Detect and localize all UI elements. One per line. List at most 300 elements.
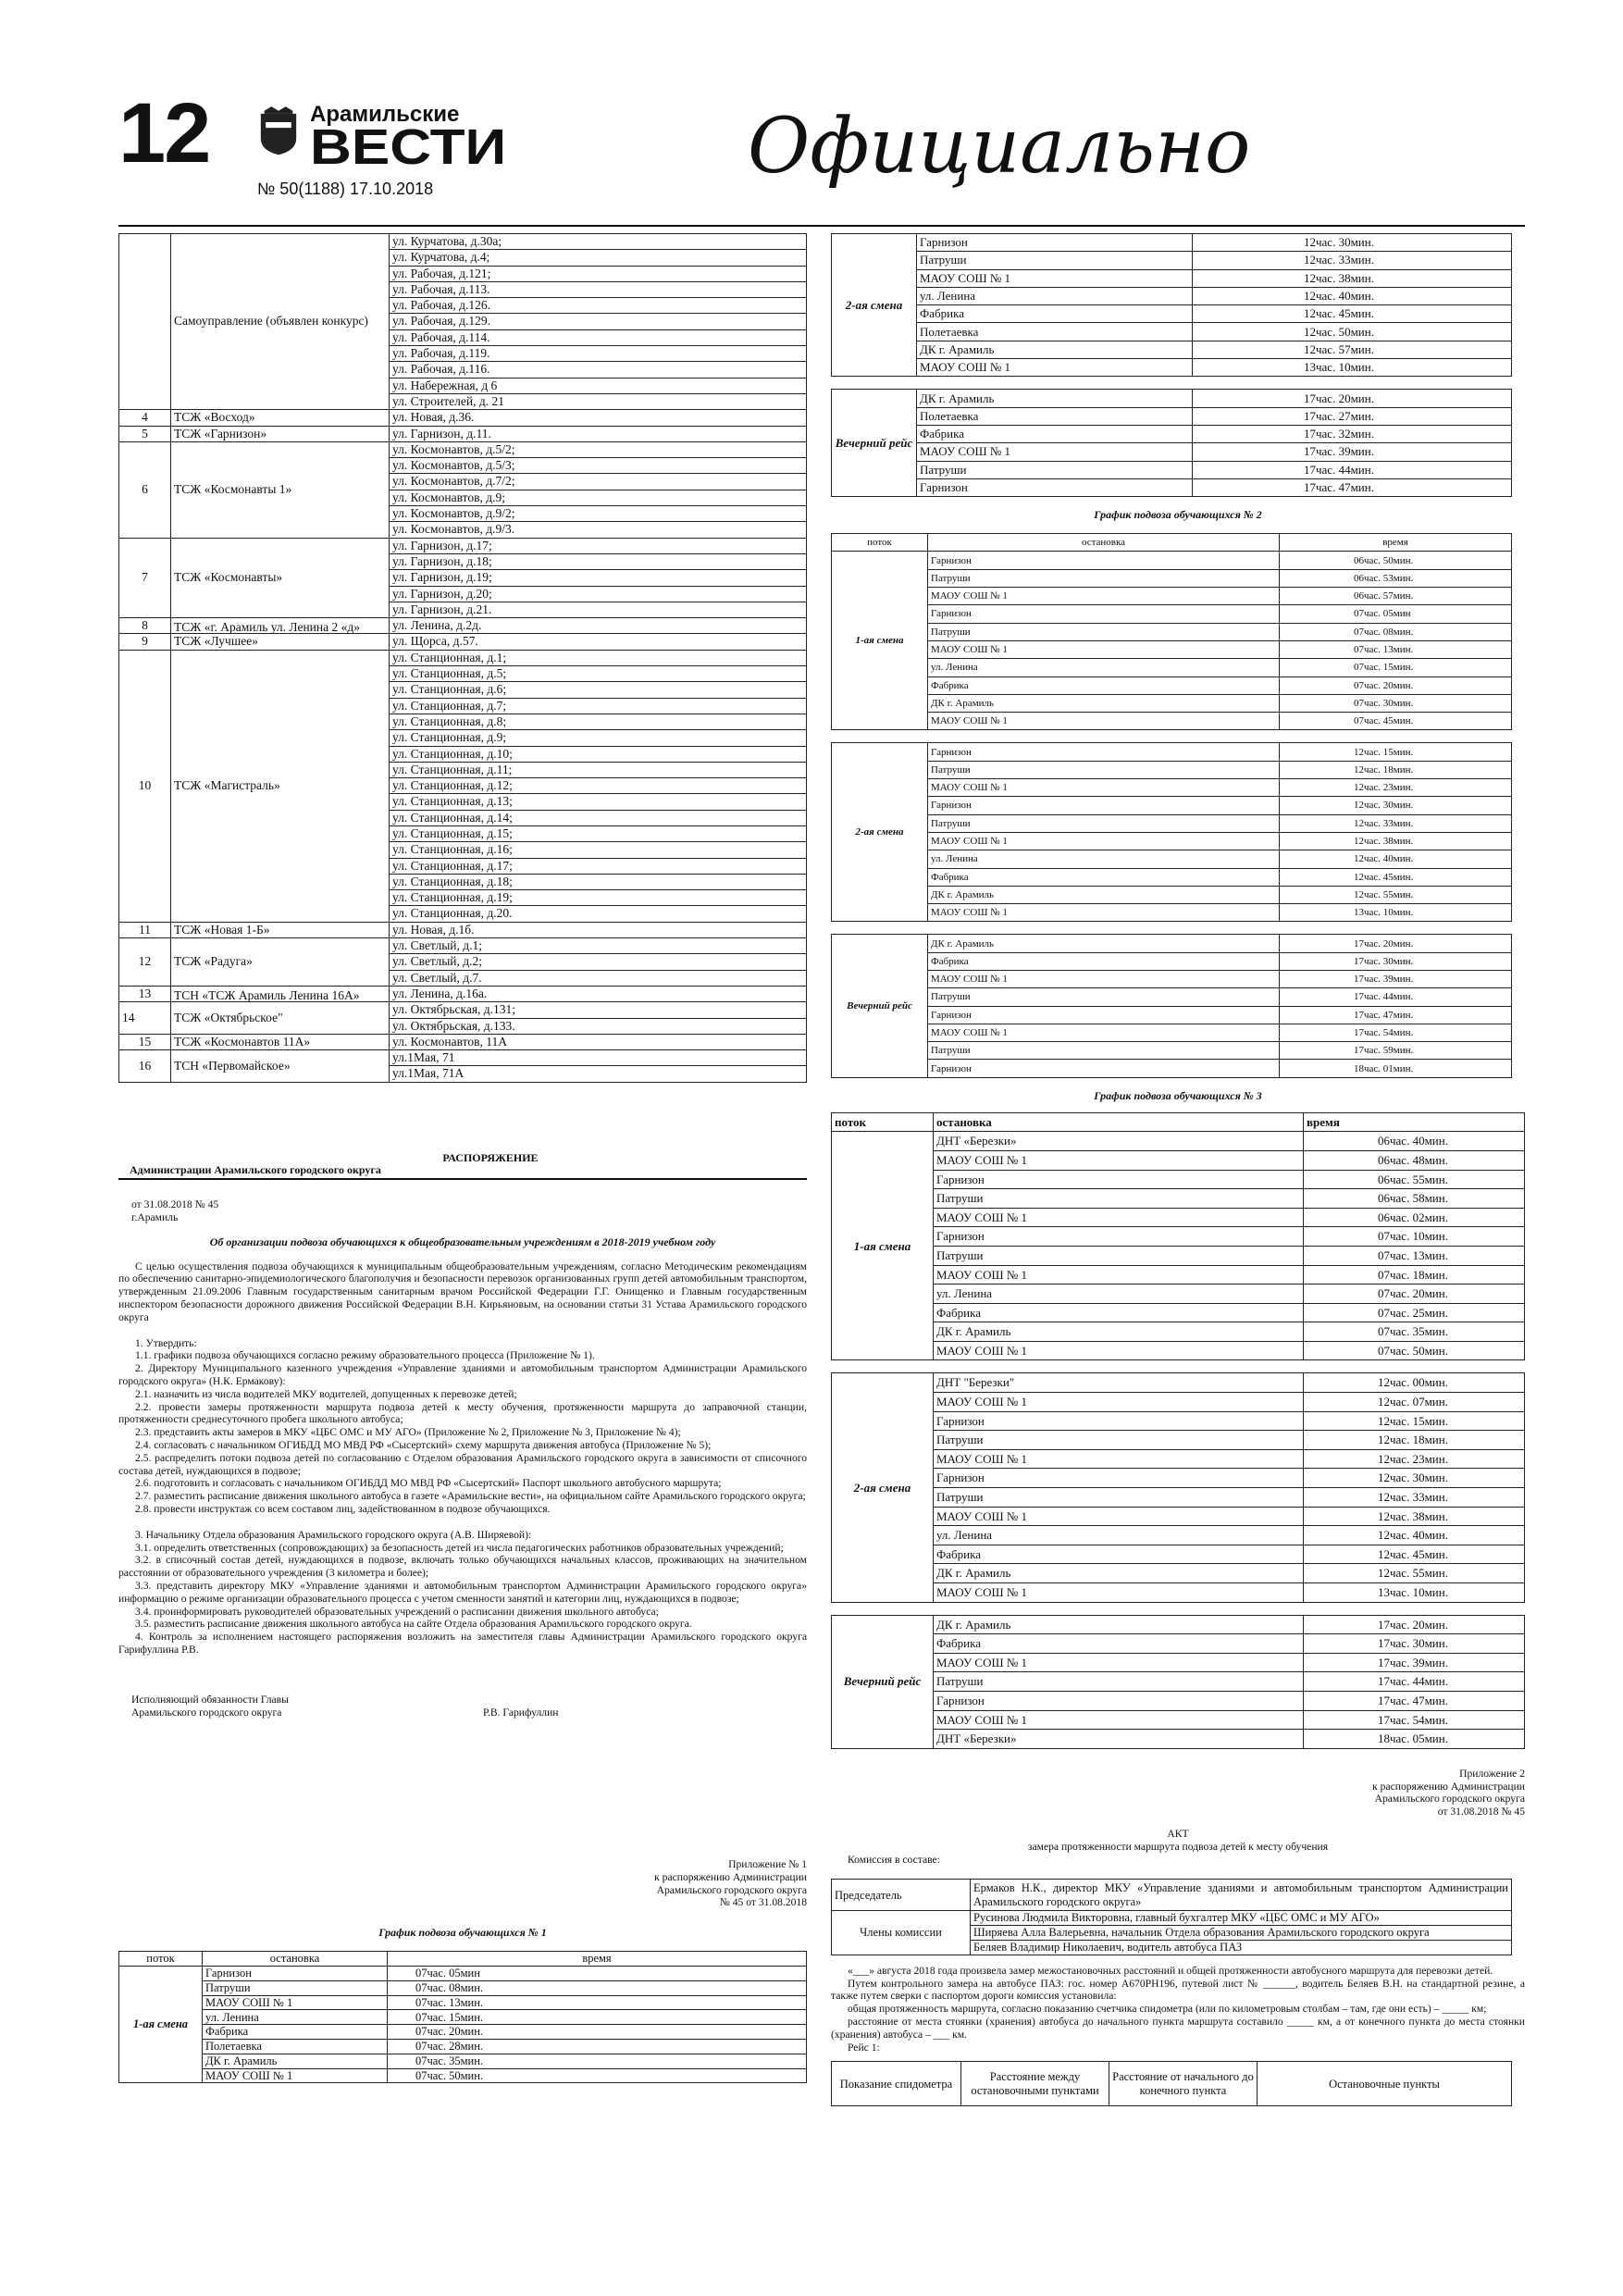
schedule-row [832, 605, 1512, 623]
order-item: 2.2. провести замеры протяженности маршрута подвоза детей к месту обучения, протяженности маршрута до заправочной станции, протяженности среднесуточного пробега школьного автобуса; [118, 1400, 807, 1426]
housing-table [118, 233, 807, 1083]
act-paragraph: общая протяженность маршрута, согласно показанию счетчика спидометра (или по километровым столбам – там, где они есть) – _____ км; [848, 2003, 1487, 2016]
header-time: время [1304, 1112, 1525, 1132]
schedule-stop: Фабрика [928, 952, 1280, 970]
schedule-row [832, 1285, 1525, 1304]
schedule-row [832, 868, 1512, 886]
housing-address: ул. Октябрьская, д.133. [390, 1018, 807, 1034]
appendix1-block [118, 1858, 807, 2083]
housing-address: ул. Станционная, д.5; [390, 666, 807, 682]
order-intro: С целью осуществления подвоза обучающихся к муниципальным общеобразовательным учреждениям, согласно Методическим рекомендациям по обеспечению санитарно-эпидемиологического благополучия и безопасности перевозок организованных групп детей автомобильным транспортом, утвержденным 21.09.2006 Главным государственным санитарным врачом Российской Федерации Г.Г. Онищенко и Главным государственным инспектором безопасности дорожного движения Российской Федерации В.Н. Кирьяновым, на основании статьи 31 Устава Арамильского городского округа [118, 1260, 807, 1323]
housing-row [119, 986, 807, 1001]
housing-address: ул. Космонавтов, д.9/2; [390, 506, 807, 522]
schedule-flow: Вечерний рейс [832, 1615, 934, 1748]
schedule-stop: Гарнизон [934, 1691, 1304, 1710]
schedule2-caption: График подвоза обучающихся № 2 [1094, 508, 1262, 522]
schedule-row [832, 1265, 1525, 1285]
housing-table-block [118, 233, 807, 1083]
housing-address: ул. Курчатова, д.30а; [390, 234, 807, 250]
schedule-time: 12час. 33мин. [1304, 1488, 1525, 1508]
commission-member: Русинова Людмила Викторовна, главный бухгалтер МКУ «ЦБС ОМС и МУ АГО» [971, 1911, 1512, 1926]
schedule-time: 07час. 30мин. [1280, 694, 1512, 712]
schedule-row [832, 252, 1512, 269]
schedule-gap-cell [832, 377, 1512, 390]
schedule-time: 07час. 13мин. [388, 1995, 807, 2010]
schedule-flow: 2-ая смена [832, 1373, 934, 1602]
appendix1-line: Приложение № 1 [728, 1858, 807, 1870]
schedule-stop: Патруши [934, 1431, 1304, 1450]
appendix1-line: к распоряжению Администрации [654, 1870, 807, 1883]
housing-num: 12 [119, 938, 171, 987]
schedule-stop: Полетаевка [917, 323, 1193, 341]
housing-address: ул. Станционная, д.11; [390, 762, 807, 777]
schedule-row [832, 1583, 1525, 1603]
schedule-stop: Патруши [917, 461, 1193, 478]
measurement-col-stops: Остановочные пункты [1258, 2062, 1512, 2106]
housing-row [119, 441, 807, 457]
schedule-stop: Гарнизон [928, 552, 1280, 569]
schedule-stop: Патруши [203, 1980, 388, 1995]
housing-address: ул. Станционная, д.8; [390, 714, 807, 729]
schedule-row [832, 1634, 1525, 1654]
schedule-gap [832, 1602, 1525, 1615]
appendix2-line: Арамильского городского округа [1374, 1793, 1525, 1806]
schedule-time: 06час. 53мин. [1280, 569, 1512, 587]
schedule-time: 07час. 28мин. [388, 2039, 807, 2054]
schedule-time: 07час. 25мин. [1304, 1303, 1525, 1322]
schedule-row [832, 1691, 1525, 1710]
housing-num: 15 [119, 1034, 171, 1049]
housing-address: ул. Космонавтов, д.5/3; [390, 458, 807, 474]
right-column [831, 233, 1525, 2106]
schedule-time: 12час. 57мин. [1193, 341, 1512, 358]
appendix1-line: № 45 от 31.08.2018 [719, 1896, 807, 1909]
housing-row [119, 650, 807, 665]
schedule-time: 07час. 08мин. [1280, 623, 1512, 640]
measurement-col-total: Расстояние от начального до конечного пункта [1109, 2062, 1258, 2106]
schedule-time: 12час. 23мин. [1280, 779, 1512, 797]
order-item: 3.2. в списочный состав детей, нуждающихся в подвозе, включать только обучающихся начальных классов, проживающих на значительном расстоянии от образовательного учреждения (3 километра и более); [118, 1554, 807, 1580]
schedule-row [832, 1227, 1525, 1247]
housing-row [119, 538, 807, 553]
schedule-stop: МАОУ СОШ № 1 [934, 1583, 1304, 1603]
header-stop: остановка [203, 1952, 388, 1967]
housing-name: ТСЖ «Гарнизон» [171, 426, 390, 441]
schedule-row [832, 425, 1512, 442]
schedule-stop: ул. Ленина [934, 1526, 1304, 1545]
schedule-row [832, 305, 1512, 323]
schedule3-caption: График подвоза обучающихся № 3 [1094, 1088, 1262, 1102]
act-paragraph: «___» августа 2018 года произвела замер межостановочных расстояний и общей протяженности автобусного маршрута для перевозки детей. [848, 1964, 1493, 1977]
schedule-stop: ул. Ленина [203, 2010, 388, 2025]
order-item: 2.1. назначить из числа водителей МКУ водителей, допущенных к перевозке детей; [135, 1387, 517, 1400]
order-item: 2.4. согласовать с начальником ОГИБДД МО МВД РФ «Сысертский» схему маршрута движения автобуса (Приложение № 5); [135, 1438, 712, 1451]
act-commission: Комиссия в составе: [848, 1853, 940, 1866]
housing-address: ул. Рабочая, д.113. [390, 281, 807, 297]
schedule-gap-cell [832, 922, 1512, 935]
sign-left-2: Арамильского городского округа [131, 1706, 282, 1719]
schedule-time: 06час. 57мин. [1280, 588, 1512, 605]
schedule-time: 12час. 07мин. [1304, 1393, 1525, 1412]
act-paragraph: Путем контрольного замера на автобусе ПАЗ: гос. номер А670РН196, путевой лист № ______, водитель Беляев В.Н. на стандартной резине, а также путем сверки с паспортом дороги комиссия установила: [831, 1977, 1525, 2003]
schedule-stop: ДК г. Арамиль [934, 1564, 1304, 1583]
schedule-time: 12час. 15мин. [1304, 1411, 1525, 1431]
measurement-col-odometer: Показание спидометра [832, 2062, 961, 2106]
housing-name: ТСЖ «г. Арамиль ул. Ленина 2 «д» [171, 618, 390, 634]
housing-address: ул. Станционная, д.9; [390, 730, 807, 746]
schedule-time: 17час. 54мин. [1304, 1710, 1525, 1730]
schedule-row [832, 797, 1512, 814]
schedule-stop: МАОУ СОШ № 1 [934, 1265, 1304, 1285]
schedule-stop: МАОУ СОШ № 1 [917, 443, 1193, 461]
schedule-stop: МАОУ СОШ № 1 [934, 1710, 1304, 1730]
housing-num: 8 [119, 618, 171, 634]
schedule-time: 17час. 44мин. [1280, 988, 1512, 1006]
schedule-time: 17час. 47мин. [1304, 1691, 1525, 1710]
housing-name: ТСЖ «Новая 1-Б» [171, 922, 390, 937]
schedule-row [832, 1246, 1525, 1265]
schedule-row [832, 676, 1512, 694]
schedule-row [119, 2025, 807, 2040]
schedule-row [832, 588, 1512, 605]
housing-address: ул. Светлый, д.7. [390, 970, 807, 986]
schedule-row [832, 359, 1512, 377]
schedule-row [832, 269, 1512, 287]
schedule-row [832, 952, 1512, 970]
housing-name: ТСН «Первомайское» [171, 1050, 390, 1083]
housing-num: 9 [119, 634, 171, 650]
section-title: Официально [748, 103, 1251, 191]
housing-num: 7 [119, 538, 171, 617]
schedule-flow: 2-ая смена [832, 743, 928, 922]
order-item: 2.6. подготовить и согласовать с начальником ОГИБДД МО МВД РФ «Сысертский» Паспорт школьного автобусного маршрута; [135, 1477, 722, 1490]
header-flow: поток [832, 1112, 934, 1132]
schedule-row [119, 1980, 807, 1995]
housing-address: ул. Станционная, д.18; [390, 874, 807, 889]
schedule-row [832, 1132, 1525, 1151]
issue-number: № 50(1188) 17.10.2018 [257, 180, 434, 198]
housing-name: ТСЖ «Октябрьское" [171, 1002, 390, 1035]
schedule-row [832, 1507, 1525, 1526]
schedule-time: 17час. 20мин. [1304, 1615, 1525, 1634]
schedule-stop: ДНТ «Березки» [934, 1730, 1304, 1749]
housing-address: ул. Станционная, д.1; [390, 650, 807, 665]
housing-name: ТСЖ «Космонавтов 11А» [171, 1034, 390, 1049]
appendix1-line: Арамильского городского округа [656, 1883, 807, 1896]
schedule-time: 17час. 47мин. [1280, 1006, 1512, 1024]
schedule-stop: МАОУ СОШ № 1 [934, 1341, 1304, 1360]
schedule-stop: ДК г. Арамиль [203, 2054, 388, 2068]
schedule-time: 07час. 15мин. [1280, 659, 1512, 676]
schedule-row [832, 640, 1512, 658]
housing-name: ТСЖ «Восход» [171, 410, 390, 426]
schedule-stop: Фабрика [917, 425, 1193, 442]
housing-address: ул. Космонавтов, д.9; [390, 490, 807, 505]
act-heading: АКТ [1167, 1827, 1189, 1840]
schedule-row [832, 478, 1512, 496]
schedule-time: 07час. 18мин. [1304, 1265, 1525, 1285]
schedule-time: 12час. 15мин. [1280, 743, 1512, 761]
housing-address: ул. Космонавтов, д.9/3. [390, 522, 807, 538]
schedule-row [832, 1393, 1525, 1412]
schedule-time: 06час. 50мин. [1280, 552, 1512, 569]
schedule-stop: Гарнизон [934, 1411, 1304, 1431]
schedule-time: 07час. 35мин. [388, 2054, 807, 2068]
schedule-time: 17час. 39мин. [1193, 443, 1512, 461]
schedule-time: 12час. 38мин. [1280, 832, 1512, 850]
header-flow: поток [832, 534, 928, 552]
schedule-stop: Гарнизон [928, 1060, 1280, 1077]
schedule-flow: Вечерний рейс [832, 390, 917, 497]
schedule-time: 07час. 20мин. [388, 2025, 807, 2040]
schedule-stop: Фабрика [934, 1634, 1304, 1654]
schedule-stop: ул. Ленина [934, 1285, 1304, 1304]
schedule-row [832, 1006, 1512, 1024]
schedule2-table [831, 533, 1512, 1078]
order-city: г.Арамиль [131, 1210, 179, 1223]
header-flow: поток [119, 1952, 203, 1967]
act-title: замера протяженности маршрута подвоза детей к месту обучения [1027, 1840, 1329, 1853]
housing-address: ул. Станционная, д.7; [390, 698, 807, 714]
schedule-flow: 1-ая смена [832, 1132, 934, 1360]
schedule-time: 12час. 50мин. [1193, 323, 1512, 341]
schedule-stop: МАОУ СОШ № 1 [928, 1024, 1280, 1041]
housing-address: ул. Станционная, д.16; [390, 842, 807, 858]
schedule-time: 06час. 58мин. [1304, 1189, 1525, 1209]
housing-address: ул. Гарнизон, д.21. [390, 602, 807, 617]
coat-of-arms-icon [257, 104, 300, 159]
schedule-time: 13час. 10мин. [1304, 1583, 1525, 1603]
schedule-stop: Патруши [928, 761, 1280, 778]
schedule-flow: 1-ая смена [832, 552, 928, 730]
appendix2-line: Приложение 2 [1459, 1767, 1525, 1780]
schedule-stop: ДК г. Арамиль [934, 1615, 1304, 1634]
schedule-time: 12час. 45мин. [1280, 868, 1512, 886]
commission-chair-label: Председатель [832, 1880, 971, 1911]
schedule-stop: ул. Ленина [928, 659, 1280, 676]
order-item: 3.1. определить ответственных (сопровождающих) за безопасность детей из числа педагогических работников образовательных учреждений; [135, 1541, 784, 1554]
schedule-row [832, 287, 1512, 304]
schedule-row [832, 850, 1512, 868]
schedule-row [832, 988, 1512, 1006]
schedule-time: 12час. 18мин. [1280, 761, 1512, 778]
housing-num: 14 [119, 1002, 171, 1035]
housing-address: ул. Гарнизон, д.20; [390, 586, 807, 602]
housing-address: ул. Гарнизон, д.11. [390, 426, 807, 441]
order-items-2 [118, 1529, 807, 1657]
commission-member-row [832, 1911, 1512, 1926]
commission-member: Беляев Владимир Николаевич, водитель автобуса ПАЗ [971, 1940, 1512, 1955]
order-item: 3.5. разместить расписание движения школьного автобуса на сайте Отдела образования Арамильского городского округа. [135, 1618, 692, 1631]
schedule-stop: Патруши [917, 252, 1193, 269]
schedule-stop: МАОУ СОШ № 1 [203, 1995, 388, 2010]
schedule-time: 12час. 30мин. [1304, 1469, 1525, 1488]
schedule-time: 18час. 05мин. [1304, 1730, 1525, 1749]
housing-address: ул. Станционная, д.10; [390, 746, 807, 762]
housing-address: ул. Гарнизон, д.19; [390, 570, 807, 586]
schedule-time: 07час. 13мин. [1304, 1246, 1525, 1265]
schedule-stop: Гарнизон [928, 797, 1280, 814]
schedule3-table [831, 1112, 1525, 1749]
schedule-stop: МАОУ СОШ № 1 [934, 1449, 1304, 1469]
schedule-row [119, 1995, 807, 2010]
schedule-row [832, 1060, 1512, 1077]
housing-address: ул. Рабочая, д.126. [390, 298, 807, 314]
housing-address: ул. Станционная, д.12; [390, 778, 807, 794]
schedule-time: 17час. 44мин. [1304, 1672, 1525, 1692]
order-item: 4. Контроль за исполнением настоящего распоряжения возложить на заместителя главы Администрации Арамильского городского округа Гарифуллина Р.В. [118, 1631, 807, 1656]
housing-name: ТСН «ТСЖ Арамиль Ленина 16А» [171, 986, 390, 1001]
act-paragraph: расстояние от места стоянки (хранения) автобуса до начального пункта маршрута составило _____ км, а от конечного пункта до места стоянки (хранения) автобуса – ___ км. [831, 2015, 1525, 2041]
sign-left-1: Исполняющий обязанности Главы [131, 1693, 289, 1706]
schedule-stop: Фабрика [934, 1545, 1304, 1564]
housing-address: ул. Рабочая, д.114. [390, 329, 807, 345]
schedule-time: 07час. 15мин. [388, 2010, 807, 2025]
housing-address: ул. Гарнизон, д.18; [390, 553, 807, 569]
housing-address: ул. Космонавтов, 11А [390, 1034, 807, 1049]
schedule-stop: МАОУ СОШ № 1 [934, 1653, 1304, 1672]
schedule-time: 17час. 54мин. [1280, 1024, 1512, 1041]
housing-num: 16 [119, 1050, 171, 1083]
schedule-gap-cell [832, 1602, 1525, 1615]
schedule-stop: МАОУ СОШ № 1 [934, 1150, 1304, 1170]
schedule-row [832, 390, 1512, 407]
housing-num: 4 [119, 410, 171, 426]
schedule-time: 07час. 50мин. [388, 2068, 807, 2083]
schedule-time: 18час. 01мин. [1280, 1060, 1512, 1077]
housing-row [119, 634, 807, 650]
schedule1-caption: График подвоза обучающихся № 1 [378, 1926, 547, 1940]
schedule-time: 12час. 33мин. [1280, 814, 1512, 832]
schedule-stop: Гарнизон [934, 1227, 1304, 1247]
schedule-row [832, 1564, 1525, 1583]
commission-members-label: Члены комиссии [832, 1911, 971, 1955]
schedule-stop: МАОУ СОШ № 1 [917, 359, 1193, 377]
schedule-row [832, 461, 1512, 478]
schedule-row [832, 1653, 1525, 1672]
header-stop: остановка [934, 1112, 1304, 1132]
schedule-row [832, 1730, 1525, 1749]
schedule-row [832, 443, 1512, 461]
housing-name: ТСЖ «Космонавты» [171, 538, 390, 617]
housing-num: 10 [119, 650, 171, 922]
paper-title-small: Арамильские [310, 102, 460, 127]
header-stop: остановка [928, 534, 1280, 552]
schedule-stop: МАОУ СОШ № 1 [928, 779, 1280, 797]
schedule-gap-cell [832, 1360, 1525, 1373]
housing-name: ТСЖ «Магистраль» [171, 650, 390, 922]
schedule-row [832, 1170, 1525, 1189]
housing-row [119, 1002, 807, 1018]
schedule-stop: ДК г. Арамиль [928, 886, 1280, 903]
schedule-stop: Патруши [928, 569, 1280, 587]
schedule-stop: Патруши [934, 1672, 1304, 1692]
order-rule [118, 1178, 807, 1180]
schedule-stop: ДК г. Арамиль [934, 1322, 1304, 1342]
schedule-row [832, 1150, 1525, 1170]
schedule-time: 17час. 27мин. [1193, 407, 1512, 425]
schedule-stop: Фабрика [928, 868, 1280, 886]
housing-num: 6 [119, 441, 171, 538]
schedule-row [832, 552, 1512, 569]
schedule-row [832, 1545, 1525, 1564]
schedule-time: 17час. 59мин. [1280, 1042, 1512, 1060]
order-items-1 [118, 1337, 807, 1516]
schedule-time: 12час. 40мин. [1304, 1526, 1525, 1545]
schedule-row [832, 935, 1512, 952]
schedule-stop: Гарнизон [934, 1469, 1304, 1488]
schedule-row [832, 904, 1512, 922]
order-item: 1. Утвердить: [135, 1336, 197, 1349]
schedule-time: 17час. 20мин. [1280, 935, 1512, 952]
measurement-col-between: Расстояние между остановочными пунктами [961, 2062, 1109, 2106]
schedule-stop: Патруши [928, 1042, 1280, 1060]
schedule-gap [832, 730, 1512, 743]
page-number: 12 [118, 86, 210, 180]
schedule-time: 17час. 47мин. [1193, 478, 1512, 496]
schedule-stop: МАОУ СОШ № 1 [928, 640, 1280, 658]
appendix2-lines [831, 1768, 1525, 1818]
schedule-time: 12час. 23мин. [1304, 1449, 1525, 1469]
schedule-time: 17час. 44мин. [1193, 461, 1512, 478]
order-item: 2.7. разместить расписание движения школьного автобуса в газете «Арамильские вести», на официальном сайте Арамильского городского округа; [135, 1490, 806, 1503]
housing-address: ул. Станционная, д.19; [390, 890, 807, 906]
sign-right: Р.В. Гарифуллин [483, 1706, 559, 1719]
housing-address: ул. Курчатова, д.4; [390, 250, 807, 266]
housing-num: 5 [119, 426, 171, 441]
schedule-stop: Полетаевка [917, 407, 1193, 425]
housing-num: 11 [119, 922, 171, 937]
schedule-stop: Фабрика [203, 2025, 388, 2040]
appendix1-lines [118, 1858, 807, 1909]
schedule-time: 17час. 39мин. [1304, 1653, 1525, 1672]
schedule-stop: Патруши [934, 1488, 1304, 1508]
schedule-stop: ул. Ленина [928, 850, 1280, 868]
schedule-row [832, 1024, 1512, 1041]
schedule1-table [118, 1951, 807, 2083]
schedule-stop: МАОУ СОШ № 1 [934, 1393, 1304, 1412]
schedule-row [832, 814, 1512, 832]
schedule1-continued-table [831, 233, 1512, 497]
schedule-row [119, 2010, 807, 2025]
schedule-stop: Фабрика [934, 1303, 1304, 1322]
schedule-stop: Патруши [928, 988, 1280, 1006]
order-title: Об организации подвоза обучающихся к общеобразовательным учреждениям в 2018-2019 учебном году [209, 1235, 716, 1248]
order-item: 2. Директору Муниципального казенного учреждения «Управление зданиями и автомобильным транспортом Администрации Арамильского городского округа» (Н.К. Ермакову): [118, 1362, 807, 1387]
schedule-row [832, 1411, 1525, 1431]
housing-row [119, 1050, 807, 1066]
schedule-row [119, 2068, 807, 2083]
commission-table [831, 1879, 1512, 1955]
schedule-row [832, 1431, 1525, 1450]
schedule-row [832, 1373, 1525, 1393]
appendix2-line: от 31.08.2018 № 45 [1437, 1806, 1525, 1818]
schedule-gap [832, 922, 1512, 935]
schedule-time: 12час. 38мин. [1193, 269, 1512, 287]
schedule-stop: Фабрика [928, 676, 1280, 694]
appendix2-line: к распоряжению Администрации [1372, 1780, 1525, 1793]
schedule-row [832, 1488, 1525, 1508]
schedule-row [119, 1966, 807, 1980]
appendix2-block [831, 1768, 1525, 2107]
schedule-time: 06час. 02мин. [1304, 1208, 1525, 1227]
schedule-gap [832, 377, 1512, 390]
housing-address: ул. Новая, д.36. [390, 410, 807, 426]
schedule-time: 12час. 38мин. [1304, 1507, 1525, 1526]
order-item: 1.1. графики подвоза обучающихся согласно режиму образовательного процесса (Приложение № 1). [135, 1349, 595, 1362]
schedule-time: 13час. 10мин. [1280, 904, 1512, 922]
housing-address: ул. Светлый, д.2; [390, 954, 807, 970]
